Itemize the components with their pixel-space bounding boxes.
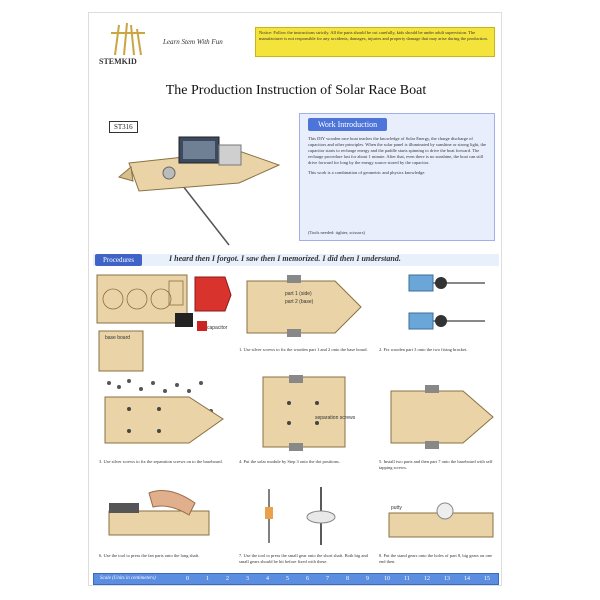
model-number: ST316 <box>109 121 138 133</box>
scale-ruler <box>93 573 499 585</box>
page-title: The Production Instruction of Solar Race Boat <box>165 83 427 98</box>
board-label: base board <box>105 335 131 341</box>
ruler-number: 4 <box>266 576 269 582</box>
brand-tagline: Learn Stem With Fun <box>163 38 223 46</box>
step-4-image <box>259 373 356 453</box>
separation-label: separation screws <box>315 415 356 421</box>
ruler-number: 14 <box>464 576 470 582</box>
step-6-caption: 6. Use the tool to press the fan parts onto the long shaft. <box>99 553 200 558</box>
ruler-number: 9 <box>366 576 369 582</box>
step-1-caption: 1. Use silver screws to fix the wooden part 1 and 2 onto the base board. <box>239 347 368 352</box>
capacitor-label: capacitor <box>207 325 228 331</box>
step-2-caption: 2. Fix wooden part 3 onto the two fixing bracket. <box>379 347 468 352</box>
ruler-number: 0 <box>186 576 189 582</box>
ruler-number: 10 <box>384 576 390 582</box>
step-5-image <box>385 383 497 451</box>
step-4-caption: 4. Put the solar module by Step 3 onto the dot positions. <box>239 459 340 464</box>
step-7-image <box>249 483 369 549</box>
tools-note: (Tools needed: tighter, scissors) <box>308 230 365 235</box>
ruler-number: 5 <box>286 576 289 582</box>
putty-label: putty <box>391 505 402 511</box>
step-3-caption: 3. Use silver screws to fix the separation screws on to the baseboard. <box>99 459 223 464</box>
brand-name: STEMKID <box>99 57 137 66</box>
procedure-heading: Procedures <box>95 254 142 266</box>
step-1-image <box>239 271 369 345</box>
intro-body <box>308 136 488 180</box>
ruler-number: 2 <box>226 576 229 582</box>
step-5-caption: 5. Install two parts and then part 7 onto the baseboard with self tapping screws. <box>379 459 493 470</box>
instruction-sheet <box>88 12 502 586</box>
step-8-caption: 8. Put the stand gears onto the holes of part 8, big gears on one end then. <box>379 553 492 564</box>
ruler-number: 1 <box>206 576 209 582</box>
step-7-caption: 7. Use the tool to press the small gear onto the short shaft. Both big and small gears should be hit before fixed with these. <box>239 553 368 564</box>
ruler-number: 15 <box>484 576 490 582</box>
ruler-number: 7 <box>326 576 329 582</box>
ruler-number: 6 <box>306 576 309 582</box>
intro-paragraph: This DIY wooden race boat teaches the knowledge of Solar Energy, the charge discharge of capacitors and other principles. When the solar panel is illuminated by sunshine or strong light, the capacitor starts to recharge energy and the paddle starts spinning to drive the boat forward. The recharge procedure last for about 1 minute. After that, even there is no sunshine, the boat can still drive forward for long by the energy source stored by the capacitor. <box>308 136 487 165</box>
part2-label: part 2 (base) <box>285 299 314 305</box>
step-2-image <box>389 271 489 345</box>
ruler-number: 8 <box>346 576 349 582</box>
solar-boat-illustration <box>119 121 291 249</box>
step-6-image <box>99 483 219 543</box>
ruler-number: 12 <box>424 576 430 582</box>
ruler-label: Scale (Units in centimeters) <box>100 576 156 581</box>
step-8-image <box>385 493 497 545</box>
intro-paragraph: This work is a combination of geometric and physics knowledge. <box>308 170 426 175</box>
notice-box: Notice: Follow the instructions strictly. All the parts should be cut carefully, kids should be under adult supervision. The manufacturer is not responsible for any accidents, damages, injuries and property damage that may arise during the production. <box>255 27 495 57</box>
ruler-number: 11 <box>404 576 410 582</box>
intro-heading: Work Introduction <box>308 118 387 131</box>
ruler-number: 13 <box>444 576 450 582</box>
ruler-number: 3 <box>246 576 249 582</box>
procedure-quote: I heard then I forgot. I saw then I memorized. I did then I understand. <box>169 254 401 263</box>
step-3-image <box>99 389 229 451</box>
part1-label: part 1 (side) <box>285 291 312 297</box>
work-introduction <box>299 113 495 241</box>
